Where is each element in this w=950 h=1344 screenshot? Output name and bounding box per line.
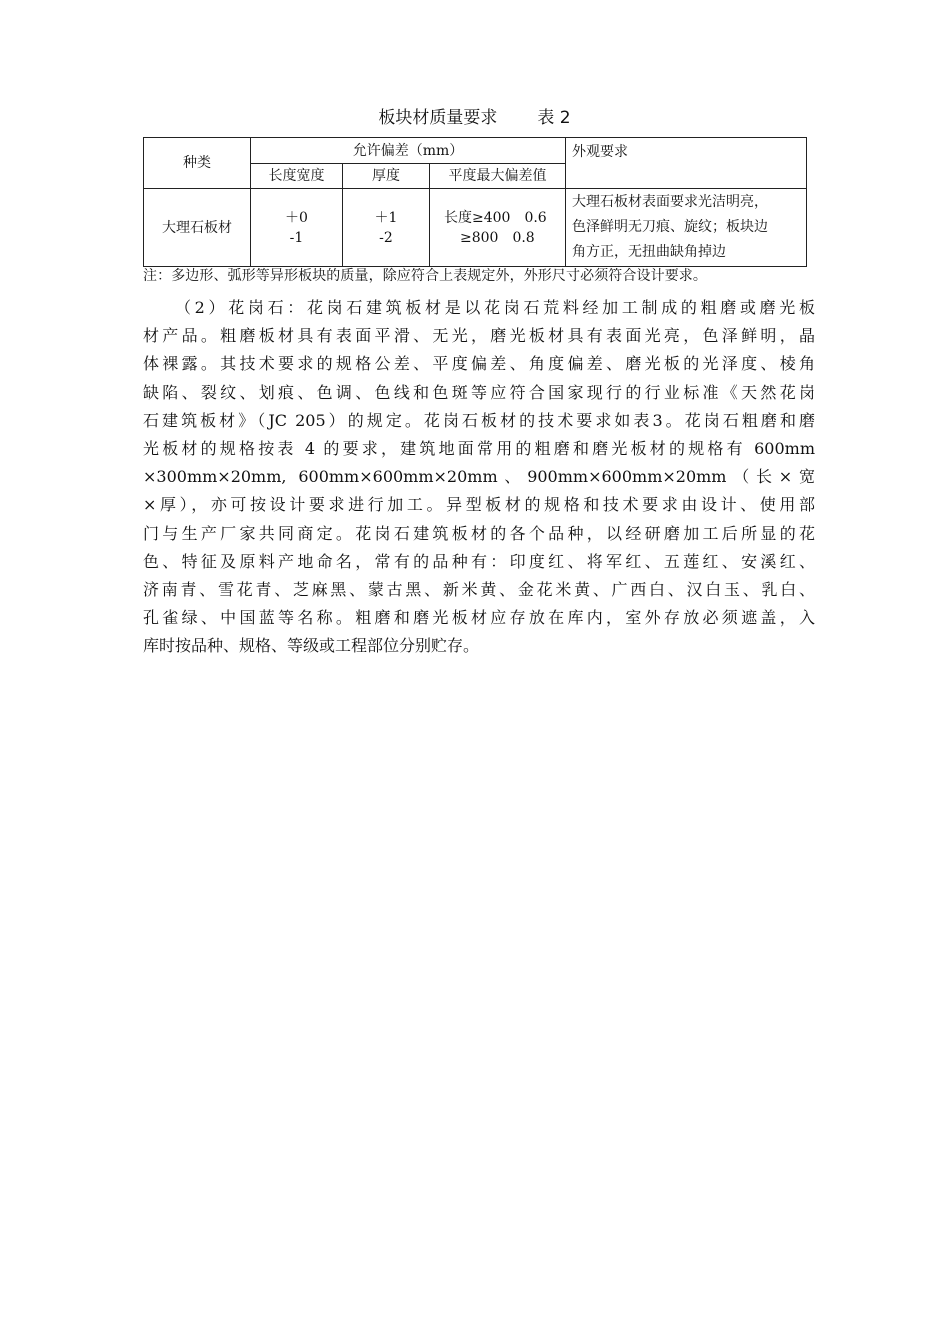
cell-thickness bbox=[343, 189, 430, 267]
cell-value: -1 bbox=[289, 229, 304, 246]
table-caption bbox=[143, 106, 806, 130]
paragraph-line: ×厚），亦可按设计要求进行加工。异型板材的规格和技术要求由设计、使用部 bbox=[143, 495, 815, 515]
paragraph-line: ×300mm×20mm, 600mm×600mm×20mm、900mm×600mm×20mm（长×宽 bbox=[143, 467, 815, 487]
cell-kind: 大理石板材 bbox=[144, 189, 251, 267]
cell-flatness bbox=[430, 189, 566, 267]
table-note: 注：多边形、弧形等异形板块的质量，除应符合上表规定外，外形尺寸必须符合设计要求。 bbox=[143, 268, 707, 284]
paragraph-line: 石建筑板材》（JC 205）的规定。花岗石板材的技术要求如表3。花岗石粗磨和磨 bbox=[143, 410, 815, 430]
quality-table bbox=[143, 137, 807, 267]
header-appearance: 外观要求 bbox=[566, 138, 807, 189]
cell-value: 角方正，无扭曲缺角掉边 bbox=[572, 244, 726, 260]
header-kind: 种类 bbox=[144, 138, 251, 189]
cell-value: 色泽鲜明无刀痕、旋纹；板块边 bbox=[572, 219, 768, 235]
cell-value: 长度≥400 0.6 bbox=[444, 209, 547, 226]
cell-value: ≥800 0.8 bbox=[460, 229, 535, 246]
paragraph-line: 缺陷、裂纹、划痕、色调、色线和色斑等应符合国家现行的行业标准《天然花岗 bbox=[143, 382, 815, 402]
header-flatness: 平度最大偏差值 bbox=[430, 164, 566, 189]
cell-appearance bbox=[566, 189, 807, 267]
cell-value: -2 bbox=[379, 229, 393, 246]
header-length-width: 长度宽度 bbox=[251, 164, 343, 189]
header-tolerance: 允许偏差（mm） bbox=[251, 138, 566, 164]
paragraph-line: 孔雀绿、中国蓝等名称。粗磨和磨光板材应存放在库内，室外存放必须遮盖，入 bbox=[143, 608, 815, 628]
header-thickness: 厚度 bbox=[343, 164, 430, 189]
paragraph-line: 光板材的规格按表 4 的要求，建筑地面常用的粗磨和磨光板材的规格有 600mm bbox=[143, 439, 815, 459]
cell-value: ＋1 bbox=[374, 209, 398, 226]
paragraph-line: 色、特征及原料产地命名，常有的品种有：印度红、将军红、五莲红、安溪红、 bbox=[143, 551, 815, 571]
paragraph-line: 材产品。粗磨板材具有表面平滑、无光，磨光板材具有表面光亮，色泽鲜明，晶 bbox=[143, 326, 815, 346]
paragraph-line: 济南青、雪花青、芝麻黑、蒙古黑、新米黄、金花米黄、广西白、汉白玉、乳白、 bbox=[143, 580, 815, 600]
table-number: 表 2 bbox=[537, 108, 571, 128]
paragraph-line: （2）花岗石：花岗石建筑板材是以花岗石荒料经加工制成的粗磨或磨光板 bbox=[175, 298, 815, 317]
granite-paragraph bbox=[143, 294, 815, 661]
table-title: 板块材质量要求 bbox=[378, 108, 498, 128]
cell-value: ＋0 bbox=[285, 209, 308, 226]
cell-length-width bbox=[251, 189, 343, 267]
paragraph-line: 门与生产厂家共同商定。花岗石建筑板材的各个品种，以经研磨加工后所显的花 bbox=[143, 523, 815, 543]
paragraph-line: 库时按品种、规格、等级或工程部位分别贮存。 bbox=[143, 636, 480, 656]
cell-value: 大理石板材表面要求光洁明亮， bbox=[572, 194, 768, 210]
paragraph-line: 体裸露。其技术要求的规格公差、平度偏差、角度偏差、磨光板的光泽度、棱角 bbox=[143, 354, 815, 374]
table-row bbox=[144, 189, 807, 267]
